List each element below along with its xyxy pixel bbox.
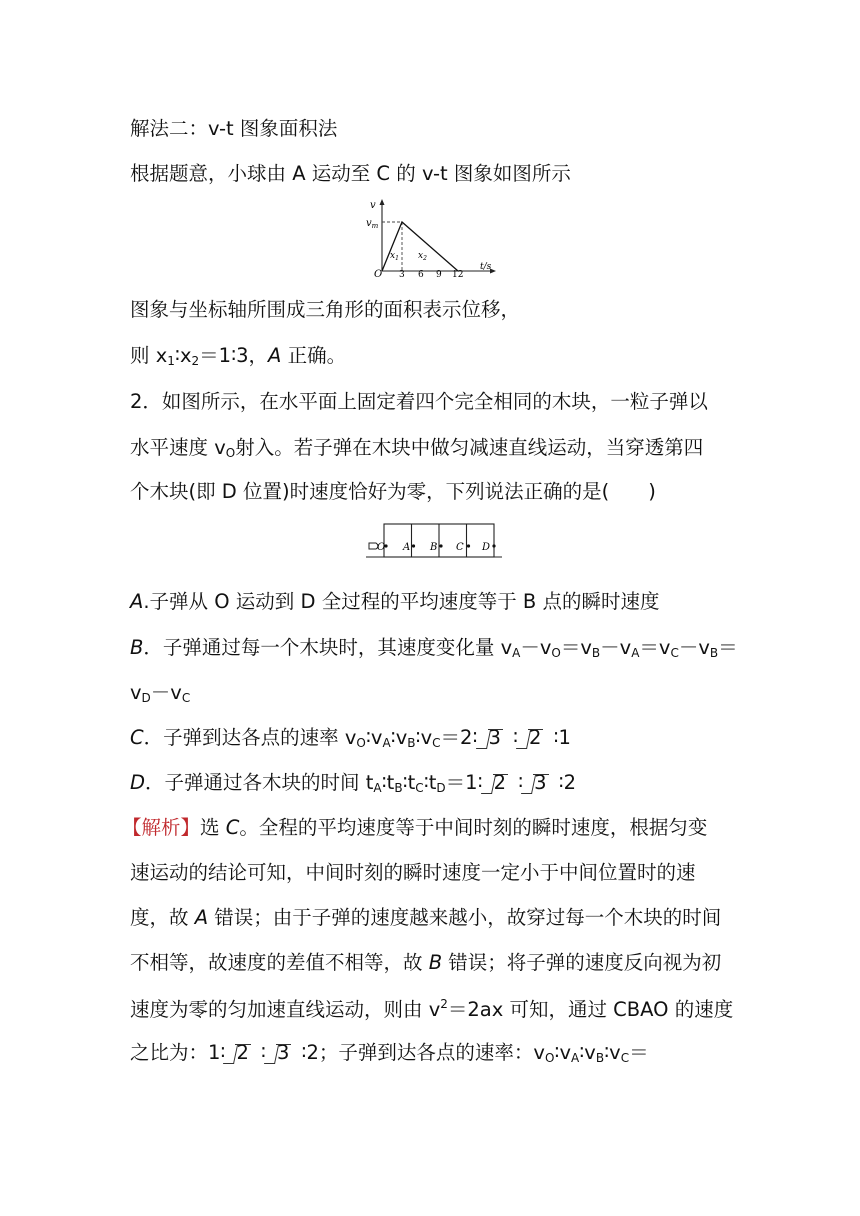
block-label-o: O (377, 542, 386, 553)
option-b-continued: $v_D-v_C$ (130, 681, 191, 705)
vt-x2-label: x (418, 251, 424, 261)
conclusion-text: 则 $x_1∶x_2=1∶3$，A 正确。 (130, 344, 347, 368)
svg-text:x2 (418, 251, 427, 262)
sqrt-3: 3 (523, 773, 546, 793)
block-label-b: B (430, 542, 438, 553)
block-label-a: A (403, 542, 411, 553)
option-c: C．子弹到达各点的速率 $v_O∶v_A∶v_B∶v_C=2∶$ 3 ∶ 2 ∶1 (130, 726, 571, 750)
area-text: 图象与坐标轴所围成三角形的面积表示位移， (130, 298, 521, 321)
analysis-line-6: 之比为：1∶ 2 ∶ 3 ∶2；子弹到达各点的速率：$v_O∶v_A∶v_B∶v_C=$ (130, 1041, 649, 1065)
option-a: A.子弹从 O 运动到 D 全过程的平均速度等于 B 点的瞬时速度 (130, 590, 660, 613)
block-label-d: D (482, 542, 491, 553)
vt-tick-6: 6 (418, 270, 424, 278)
vt-vm-sub: m (371, 222, 379, 230)
option-b: B．子弹通过每一个木块时，其速度变化量 $v_A-v_O=v_B-v_A=v_C-v_B=$ (130, 636, 738, 660)
vt-x1-label: x (390, 251, 396, 261)
analysis-line-2: 速运动的结论可知，中间时刻的瞬时速度一定小于中间位置时的速 (130, 861, 696, 884)
analysis-line-3: 度，故 A 错误；由于子弹的速度越来越小，故穿过每一个木块的时间 (130, 906, 722, 929)
vt-origin-label: O (374, 269, 383, 278)
sqrt-3: 3 (478, 728, 501, 748)
question-line-3: 个木块(即 D 位置)时速度恰好为零，下列说法正确的是( ) (130, 480, 656, 503)
vt-tick-3: 3 (399, 270, 405, 278)
analysis-line-5: 速度为零的匀加速直线运动，则由 $v^2=2ax$ 可知，通过 CBAO 的速度 (130, 997, 734, 1021)
block-label-c: C (456, 542, 464, 553)
sqrt-2: 2 (483, 773, 506, 793)
vt-diagram (366, 196, 500, 278)
svg-text:x1 (390, 251, 399, 262)
question-line-2: 水平速度 $v_O$射入。若子弹在木块中做匀减速直线运动，当穿透第四 (130, 436, 704, 460)
vt-x-axis-label: t/s (480, 262, 492, 272)
sqrt-2: 2 (225, 1043, 248, 1063)
option-d: D．子弹通过各木块的时间 $t_A∶t_B∶t_C∶t_D=1∶$ 2 ∶ 3 ∶2 (130, 771, 577, 795)
blocks-diagram (366, 522, 502, 560)
svg-text:vm (366, 218, 379, 230)
vt-tick-12: 12 (452, 270, 464, 278)
question-line-1: 2．如图所示，在水平面上固定着四个完全相同的木块，一粒子弹以 (130, 390, 708, 413)
method-title: 解法二：v-t 图象面积法 (130, 117, 338, 140)
vt-x2-sub: 2 (423, 255, 427, 262)
vt-vm-label: v (366, 218, 372, 229)
vt-tick-9: 9 (436, 270, 442, 278)
sqrt-2: 2 (518, 728, 541, 748)
vt-x1-sub: 1 (395, 255, 399, 262)
sqrt-3: 3 (266, 1043, 289, 1063)
vt-y-axis-label: v (370, 200, 376, 211)
analysis-line-1: 【解析】选 C。全程的平均速度等于中间时刻的瞬时速度，根据匀变 (122, 816, 708, 839)
intro-text: 根据题意，小球由 A 运动至 C 的 v-t 图象如图所示 (130, 162, 571, 185)
analysis-line-4: 不相等，故速度的差值不相等，故 B 错误；将子弹的速度反向视为初 (130, 951, 722, 974)
analysis-tag: 【解析】 (122, 816, 201, 839)
